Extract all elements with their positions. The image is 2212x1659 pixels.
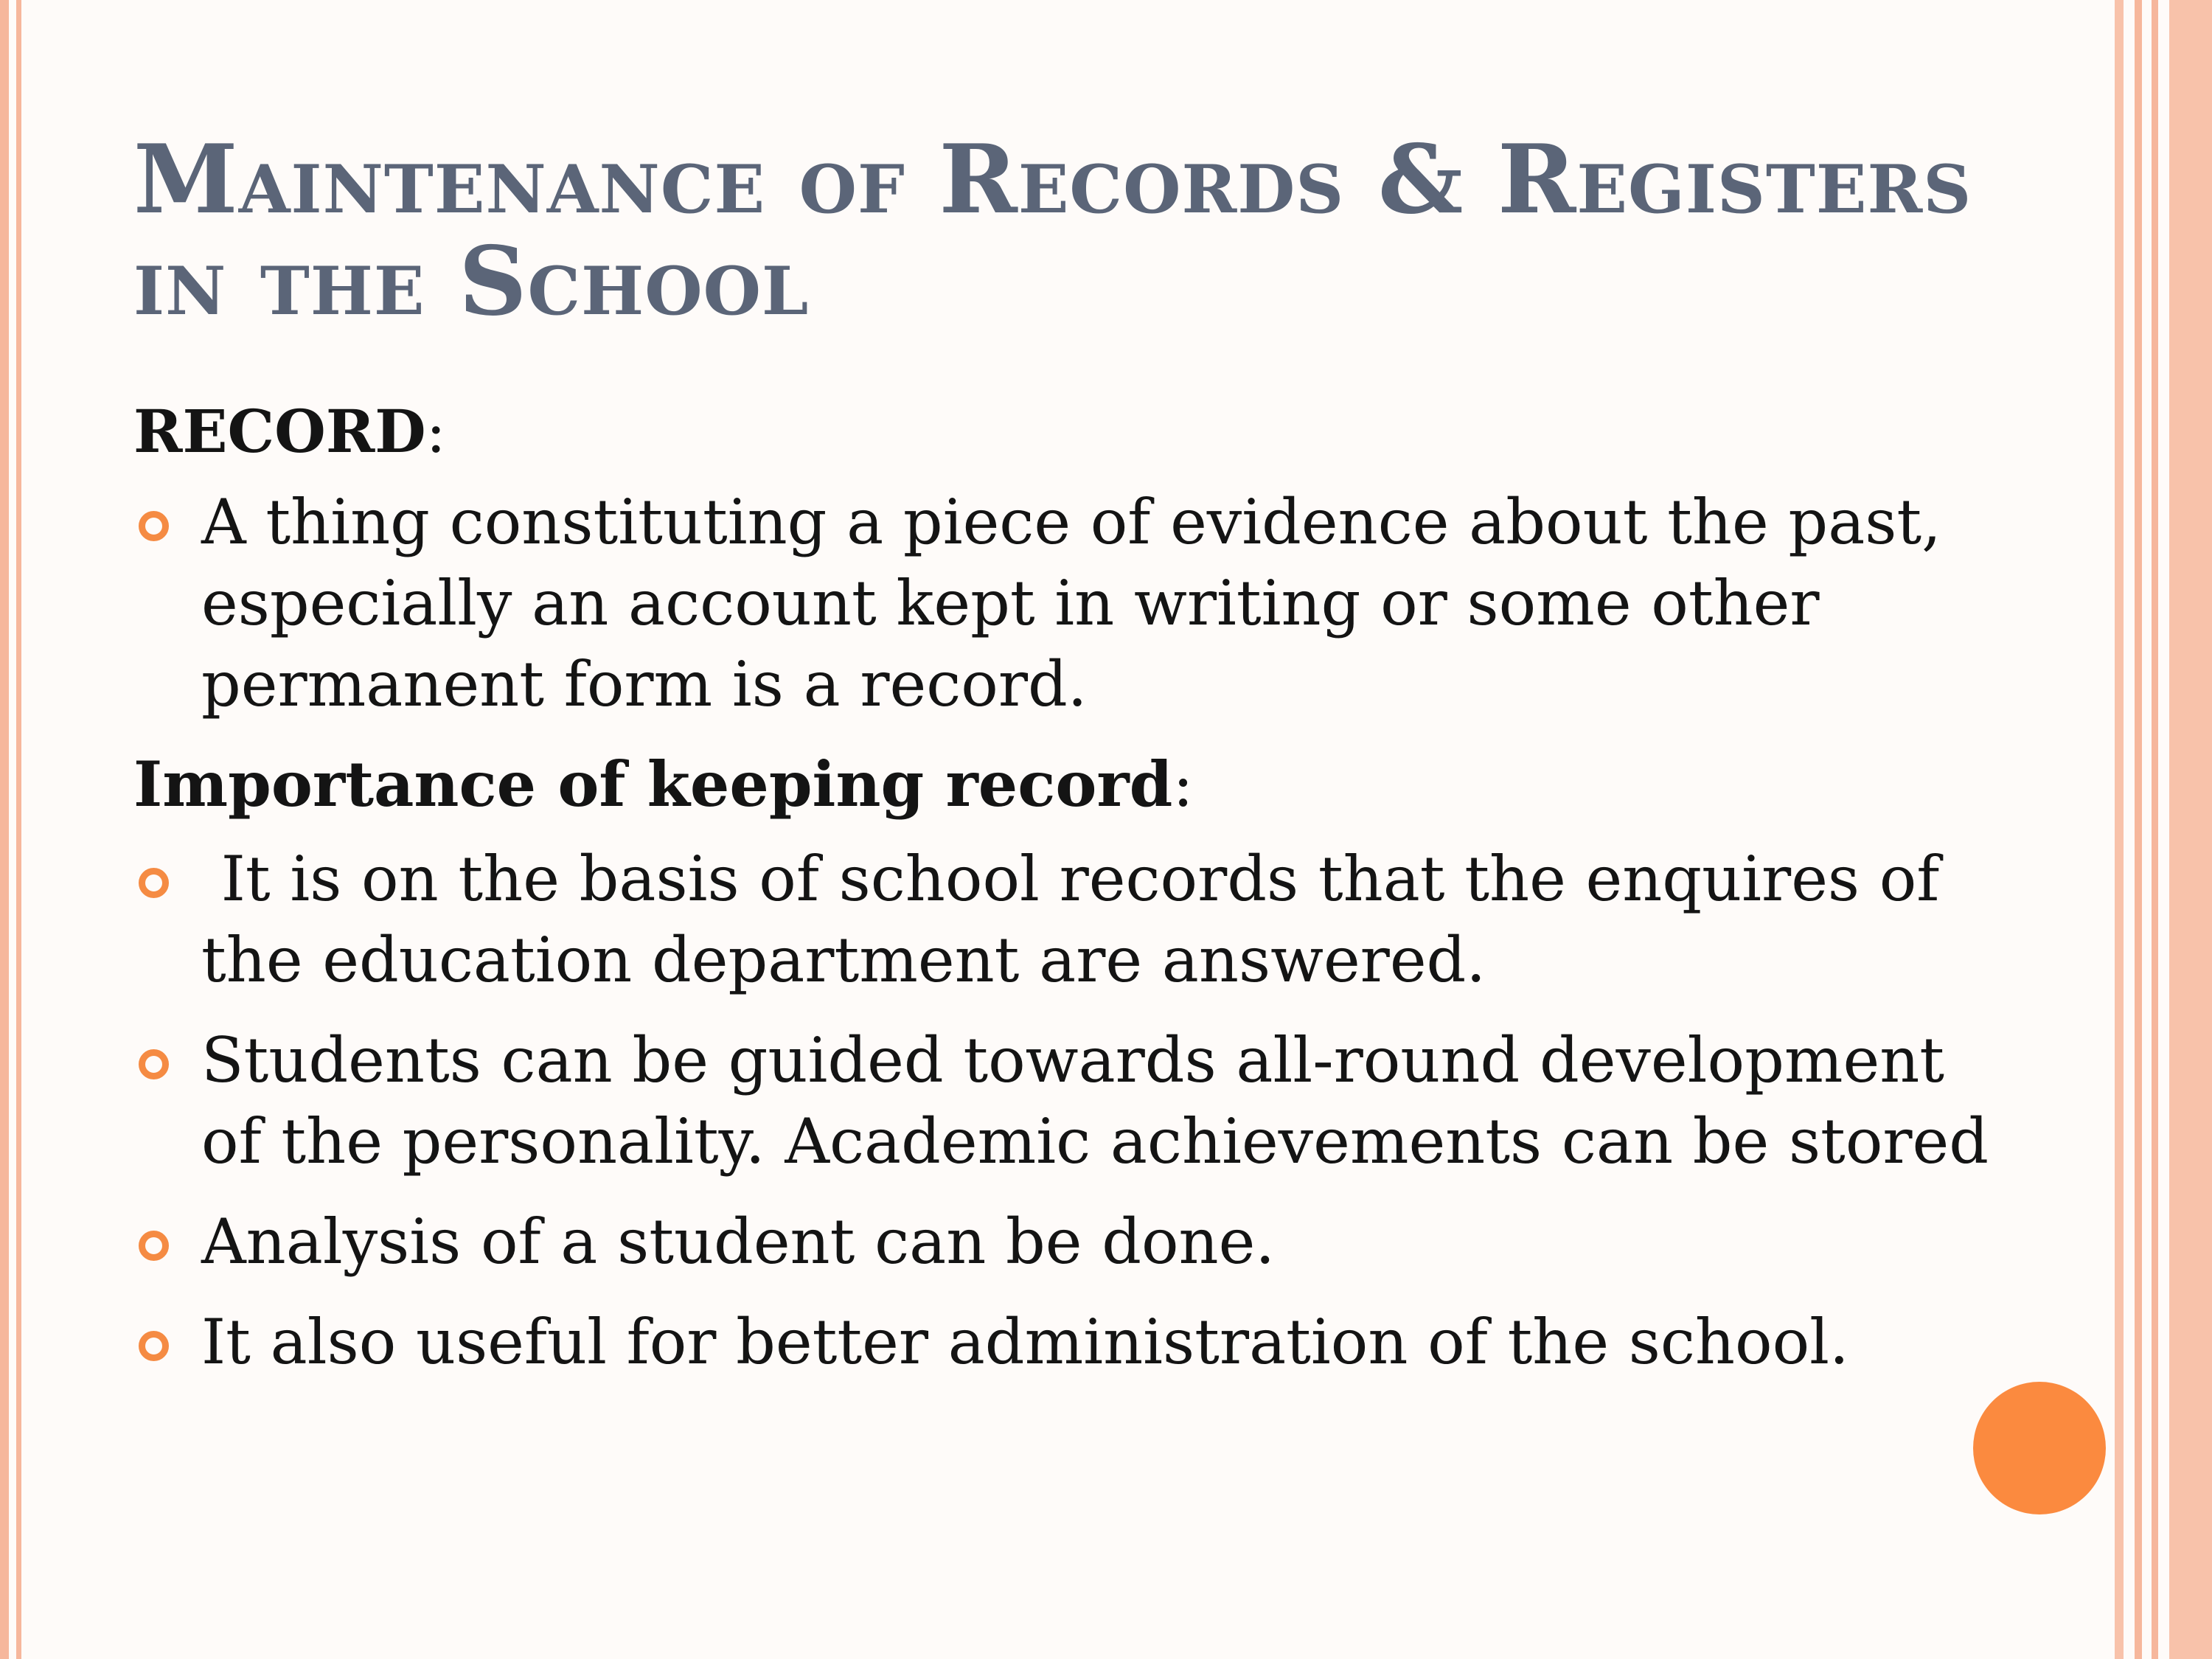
slide-title: Maintenance of Records & Registers in the School (133, 125, 1972, 337)
bullet-ring-icon (139, 511, 169, 541)
bullet-ring-icon (139, 868, 169, 898)
bullet-item (133, 1301, 2021, 1382)
bullet-ring-icon (139, 1231, 169, 1261)
decorative-orange-circle (1973, 1382, 2106, 1514)
record-heading-text: RECORD (133, 397, 426, 466)
bullet-item (133, 1020, 2021, 1182)
importance-heading-text: Importance of keeping record (133, 748, 1173, 821)
bullet-ring-icon (139, 1331, 169, 1361)
right-border-stripe (2152, 0, 2158, 1659)
bullet-text: It is on the basis of school records that the enquires of the education department are answered. (201, 843, 1960, 996)
record-bullet-list (133, 481, 2021, 725)
heading-colon: : (1172, 748, 1194, 821)
importance-bullet-list (133, 838, 2021, 1382)
bullet-text: Analysis of a student can be done. (201, 1206, 1276, 1278)
bullet-item (133, 838, 2021, 1001)
right-border-stripe (2135, 0, 2142, 1659)
bullet-item (133, 481, 2021, 725)
bullet-item (133, 1201, 2021, 1282)
bullet-text: Students can be guided towards all-round development of the personality. Academic achievements can be stored (201, 1024, 1989, 1178)
right-border-stripe (2169, 0, 2212, 1659)
heading-colon: : (425, 397, 446, 466)
right-border-stripe (2115, 0, 2124, 1659)
importance-heading (133, 744, 2021, 825)
left-border-stripe (16, 0, 21, 1659)
slide-body (133, 391, 2021, 1402)
record-heading (133, 391, 2021, 473)
left-border-stripe (0, 0, 9, 1659)
bullet-ring-icon (139, 1049, 169, 1079)
bullet-text: A thing constituting a piece of evidence about the past, especially an account kept in writing or some other permanent form is a record. (201, 486, 1941, 720)
bullet-text: It also useful for better administration of the school. (201, 1306, 1849, 1378)
